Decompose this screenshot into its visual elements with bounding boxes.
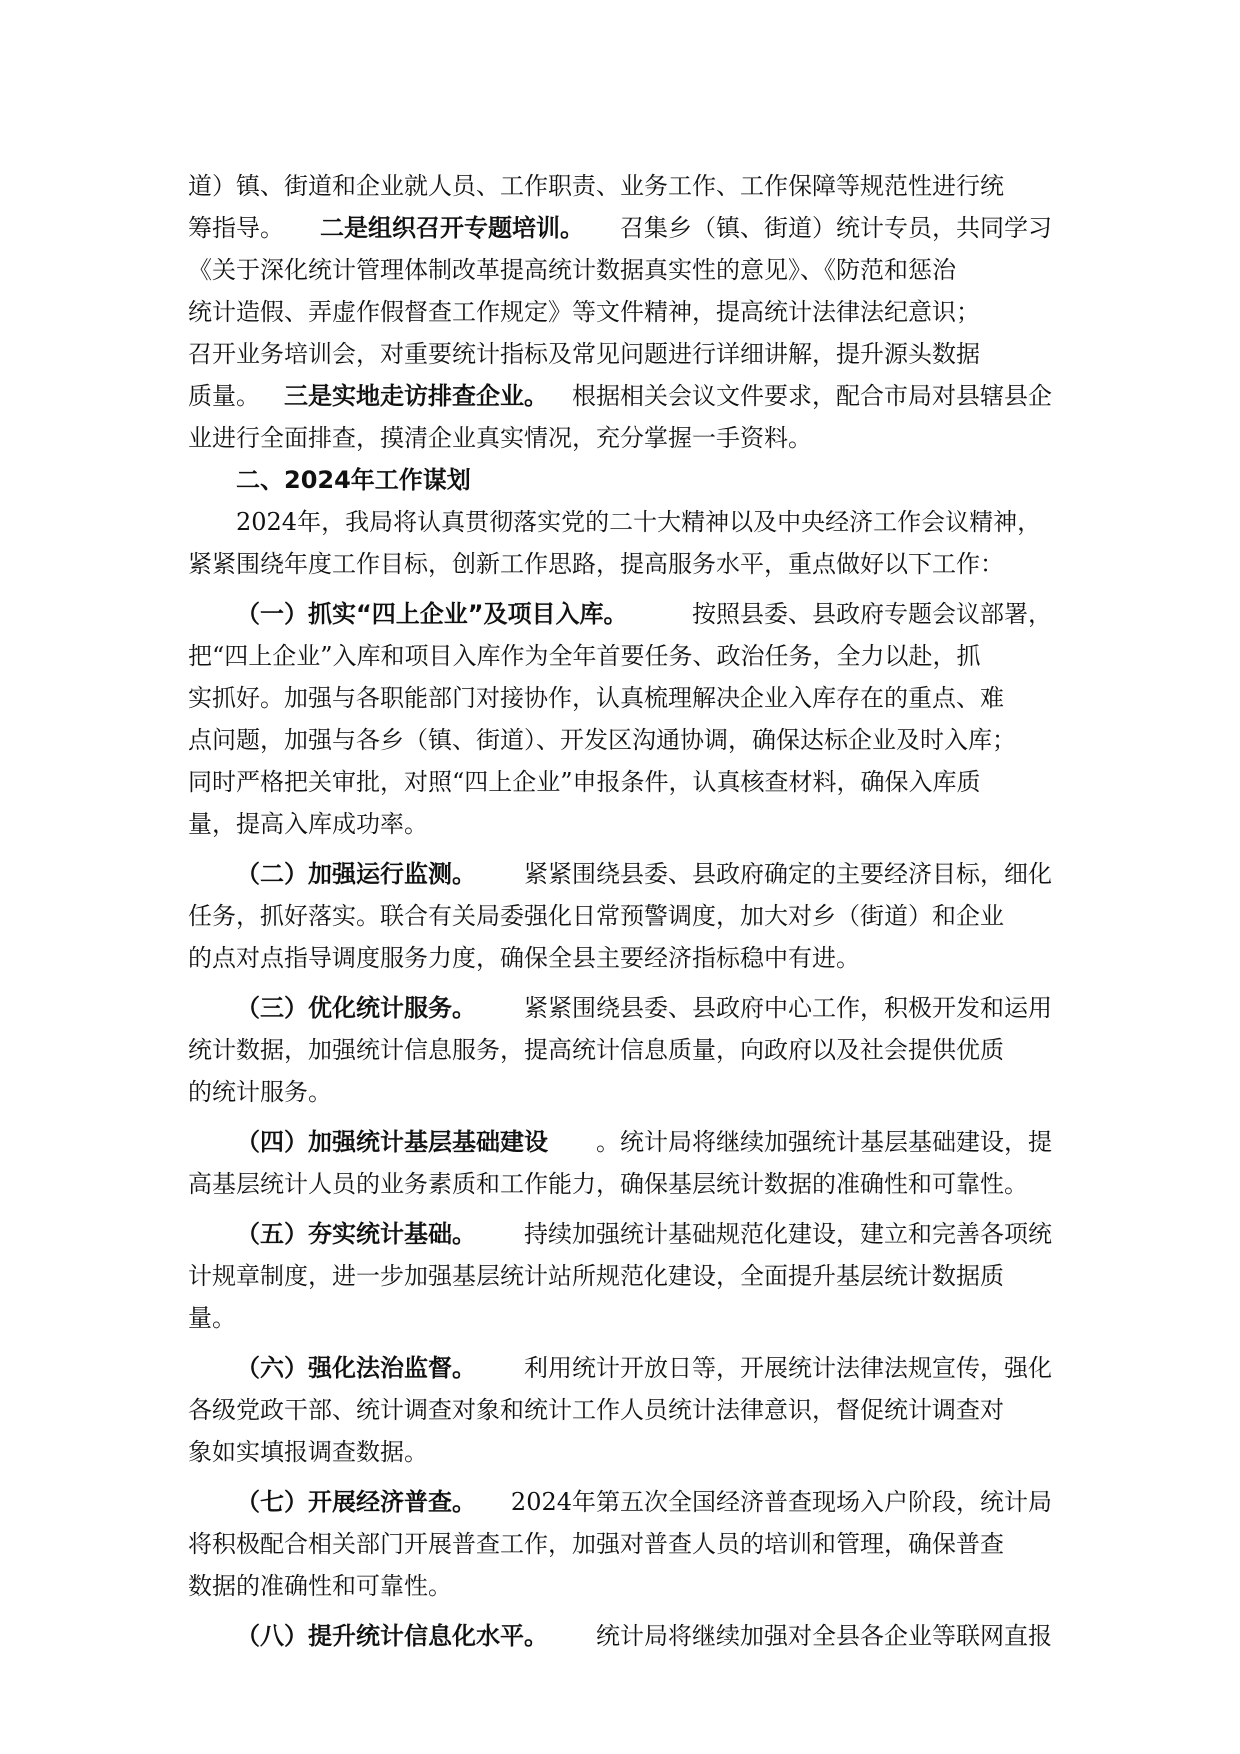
- bold-heading: （二）加强运行监测。: [236, 860, 476, 888]
- text-line: 《关于深化统计管理体制改革提高统计数据真实性的意见》、《防范和惩治: [188, 256, 956, 284]
- bold-heading: （六）强化法治监督。: [236, 1354, 476, 1382]
- text-line: 统计数据，加强统计信息服务，提高统计信息质量，向政府以及社会提供优质: [188, 1036, 1004, 1064]
- text-line: 业进行全面排查，摸清企业真实情况，充分掌握一手资料。: [188, 424, 812, 452]
- text-line: 高基层统计人员的业务素质和工作能力，确保基层统计数据的准确性和可靠性。: [188, 1170, 1028, 1198]
- section-heading: 二、2024年工作谋划: [236, 466, 471, 494]
- text-line: 质量。 三是实地走访排查企业。 根据相关会议文件要求，配合市局对县辖县企: [188, 375, 1052, 417]
- text-line: 的统计服务。: [188, 1078, 332, 1106]
- text-line: 2024年，我局将认真贯彻落实党的二十大精神以及中央经济工作会议精神，: [236, 508, 1042, 536]
- text-line: （四）加强统计基层基础建设 。统计局将继续加强统计基层基础建设，提: [188, 1121, 1052, 1163]
- text-line: 计规章制度，进一步加强基层统计站所规范化建设，全面提升基层统计数据质: [188, 1262, 1004, 1290]
- text-line: 紧紧围绕年度工作目标，创新工作思路，提高服务水平，重点做好以下工作：: [188, 550, 1004, 578]
- bold-heading: （四）加强统计基层基础建设: [236, 1128, 548, 1156]
- bold-heading: （七）开展经济普查。: [236, 1488, 476, 1516]
- text-line: 的点对点指导调度服务力度，确保全县主要经济指标稳中有进。: [188, 944, 860, 972]
- text-line: 数据的准确性和可靠性。: [188, 1572, 452, 1600]
- text-line: （七）开展经济普查。 2024年第五次全国经济普查现场入户阶段，统计局: [188, 1481, 1052, 1523]
- text-line: 把“四上企业”入库和项目入库作为全年首要任务、政治任务，全力以赴，抓: [188, 642, 981, 670]
- bold-heading: （一）抓实“四上企业”及项目入库。: [236, 600, 628, 628]
- text-line: 各级党政干部、统计调查对象和统计工作人员统计法律意识，督促统计调查对: [188, 1396, 1004, 1424]
- text-line: 将积极配合相关部门开展普查工作，加强对普查人员的培训和管理，确保普查: [188, 1530, 1004, 1558]
- text-line: 象如实填报调查数据。: [188, 1438, 428, 1466]
- text-line: 点问题，加强与各乡（镇、街道）、开发区沟通协调，确保达标企业及时入库；: [188, 726, 1016, 754]
- text-line: 召开业务培训会，对重要统计指标及常见问题进行详细讲解，提升源头数据: [188, 340, 980, 368]
- text-line: 筹指导。 二是组织召开专题培训。 召集乡（镇、街道）统计专员，共同学习: [188, 207, 1052, 249]
- bold-heading: 三是实地走访排查企业。: [284, 382, 548, 410]
- bold-heading: （八）提升统计信息化水平。: [236, 1622, 548, 1650]
- bold-heading: （五）夯实统计基础。: [236, 1220, 476, 1248]
- text-line: 同时严格把关审批，对照“四上企业”申报条件，认真核查材料，确保入库质: [188, 768, 981, 796]
- text-line: （六）强化法治监督。 利用统计开放日等，开展统计法律法规宣传，强化: [188, 1347, 1052, 1389]
- text-line: （三）优化统计服务。 紧紧围绕县委、县政府中心工作，积极开发和运用: [188, 987, 1052, 1029]
- text-line: 实抓好。加强与各职能部门对接协作，认真梳理解决企业入库存在的重点、难: [188, 684, 1004, 712]
- text-line: 统计造假、弄虚作假督查工作规定》等文件精神，提高统计法律法纪意识；: [188, 298, 980, 326]
- text-line: 任务，抓好落实。联合有关局委强化日常预警调度，加大对乡（街道）和企业: [188, 902, 1004, 930]
- text-line: （二）加强运行监测。 紧紧围绕县委、县政府确定的主要经济目标，细化: [188, 853, 1052, 895]
- document-page: [188, 165, 1052, 1657]
- text-line: （一）抓实“四上企业”及项目入库。 按照县委、县政府专题会议部署，: [188, 593, 1052, 635]
- bold-heading: 二是组织召开专题培训。: [320, 214, 584, 242]
- text-line: （八）提升统计信息化水平。 统计局将继续加强对全县各企业等联网直报: [188, 1615, 1052, 1657]
- text-line: 量。: [188, 1304, 236, 1332]
- text-line: 道）镇、街道和企业就人员、工作职责、业务工作、工作保障等规范性进行统: [188, 172, 1004, 200]
- bold-heading: （三）优化统计服务。: [236, 994, 476, 1022]
- text-line: 量，提高入库成功率。: [188, 810, 428, 838]
- text-line: （五）夯实统计基础。 持续加强统计基础规范化建设，建立和完善各项统: [188, 1213, 1052, 1255]
